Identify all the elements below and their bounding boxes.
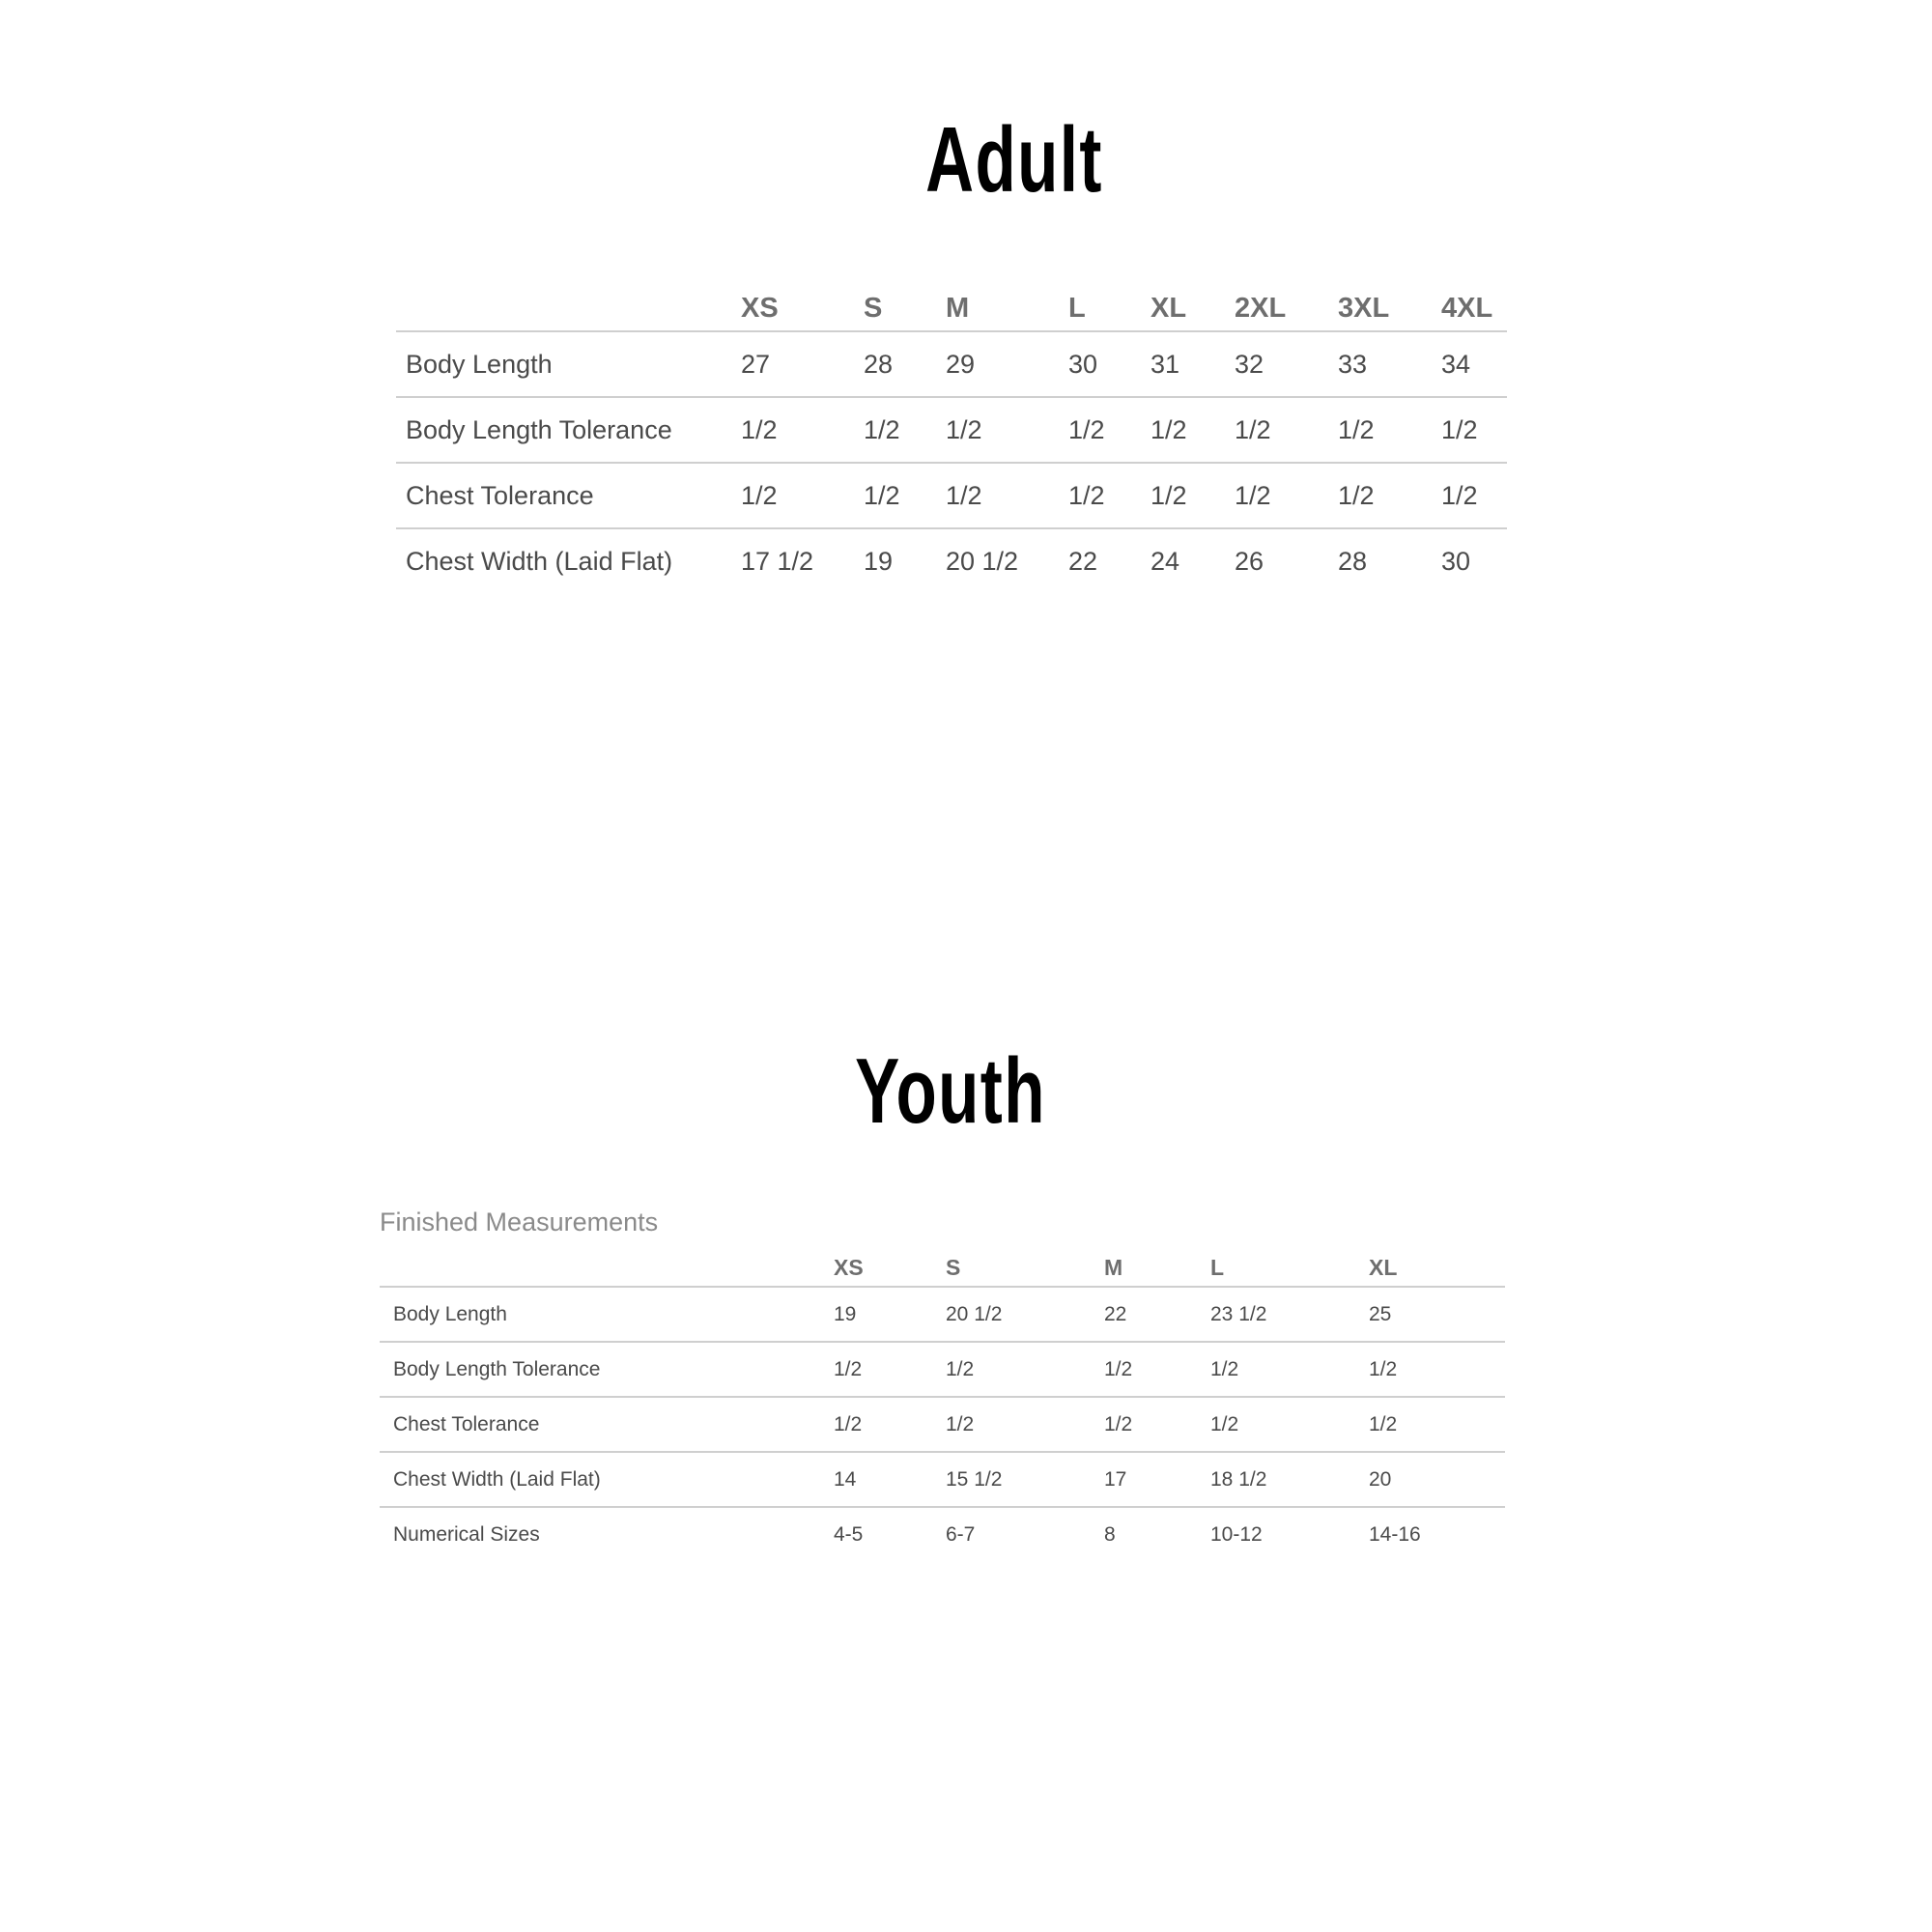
table-cell: 27 bbox=[741, 331, 864, 397]
table-cell: 1/2 bbox=[741, 397, 864, 463]
youth-header-xs: XS bbox=[834, 1246, 946, 1287]
table-cell: 1/2 bbox=[946, 463, 1068, 528]
row-label: Body Length bbox=[396, 331, 741, 397]
youth-header-s: S bbox=[946, 1246, 1104, 1287]
table-cell: 20 1/2 bbox=[946, 1287, 1104, 1342]
table-cell: 28 bbox=[1338, 546, 1368, 576]
table-row bbox=[380, 1397, 1505, 1452]
table-cell: 1/2 bbox=[1338, 397, 1441, 463]
adult-header-l: L bbox=[1068, 280, 1151, 331]
youth-size-table bbox=[380, 1246, 1505, 1561]
row-label: Chest Tolerance bbox=[380, 1397, 834, 1452]
table-cell: 1/2 bbox=[1369, 1342, 1505, 1397]
table-cell: 31 bbox=[1151, 331, 1235, 397]
table-cell: 19 bbox=[834, 1287, 946, 1342]
table-cell: 1/2 bbox=[1104, 1397, 1210, 1452]
adult-header-corner bbox=[396, 280, 741, 331]
youth-title-text: Youth bbox=[855, 1039, 1046, 1143]
table-cell: 1/2 bbox=[864, 397, 946, 463]
table-cell: 28 bbox=[864, 331, 946, 397]
table-cell: 25 bbox=[1369, 1287, 1505, 1342]
row-label: Chest Width (Laid Flat) bbox=[406, 546, 673, 576]
table-cell: 1/2 bbox=[1068, 463, 1151, 528]
table-cell: 1/2 bbox=[1068, 397, 1151, 463]
table-cell: 1/2 bbox=[1441, 463, 1507, 528]
table-cell: 1/2 bbox=[1441, 397, 1507, 463]
table-cell: 10-12 bbox=[1210, 1522, 1263, 1546]
table-cell: 1/2 bbox=[1235, 397, 1338, 463]
row-label: Chest Tolerance bbox=[396, 463, 741, 528]
row-label: Body Length Tolerance bbox=[396, 397, 741, 463]
table-cell: 1/2 bbox=[1338, 463, 1441, 528]
table-cell: 8 bbox=[1104, 1522, 1116, 1546]
table-row bbox=[380, 1342, 1505, 1397]
table-cell: 1/2 bbox=[946, 1342, 1104, 1397]
adult-header-xs: XS bbox=[741, 280, 864, 331]
table-row bbox=[396, 397, 1507, 463]
table-cell: 17 bbox=[1104, 1452, 1210, 1507]
table-cell: 30 bbox=[1441, 546, 1471, 576]
table-cell: 32 bbox=[1235, 331, 1338, 397]
table-cell: 22 bbox=[1068, 546, 1098, 576]
table-cell: 22 bbox=[1104, 1287, 1210, 1342]
row-label: Numerical Sizes bbox=[393, 1522, 540, 1546]
adult-header-row bbox=[396, 280, 1507, 331]
youth-table-subtitle: Finished Measurements bbox=[380, 1208, 659, 1236]
row-label: Body Length Tolerance bbox=[380, 1342, 834, 1397]
table-row bbox=[396, 331, 1507, 397]
table-cell: 34 bbox=[1441, 331, 1507, 397]
table-cell: 6-7 bbox=[946, 1522, 976, 1546]
table-cell: 18 1/2 bbox=[1210, 1452, 1369, 1507]
youth-header-m: M bbox=[1104, 1246, 1210, 1287]
row-label: Body Length bbox=[380, 1287, 834, 1342]
table-cell: 1/2 bbox=[1151, 463, 1235, 528]
table-cell: 17 1/2 bbox=[741, 546, 814, 576]
table-row bbox=[380, 1452, 1505, 1507]
table-cell: 19 bbox=[864, 546, 894, 576]
table-cell: 14-16 bbox=[1369, 1522, 1421, 1546]
table-cell: 1/2 bbox=[741, 463, 864, 528]
table-cell: 24 bbox=[1151, 546, 1180, 576]
table-row bbox=[396, 463, 1507, 528]
table-cell: 1/2 bbox=[834, 1397, 946, 1452]
table-cell: 26 bbox=[1235, 546, 1264, 576]
adult-header-s: S bbox=[864, 280, 946, 331]
table-cell: 23 1/2 bbox=[1210, 1287, 1369, 1342]
table-cell: 33 bbox=[1338, 331, 1441, 397]
table-row bbox=[380, 1287, 1505, 1342]
adult-header-2xl: 2XL bbox=[1235, 280, 1338, 331]
adult-header-xl: XL bbox=[1151, 280, 1235, 331]
table-cell: 4-5 bbox=[834, 1522, 864, 1546]
table-cell: 15 1/2 bbox=[946, 1452, 1104, 1507]
adult-header-m: M bbox=[946, 280, 1068, 331]
table-cell: 30 bbox=[1068, 331, 1151, 397]
table-cell: 1/2 bbox=[1210, 1397, 1369, 1452]
table-cell: 1/2 bbox=[1151, 397, 1235, 463]
adult-header-4xl: 4XL bbox=[1441, 280, 1507, 331]
table-cell: 1/2 bbox=[834, 1342, 946, 1397]
table-cell: 1/2 bbox=[946, 1397, 1104, 1452]
youth-header-xl: XL bbox=[1369, 1246, 1505, 1287]
table-cell: 1/2 bbox=[1104, 1342, 1210, 1397]
table-cell: 1/2 bbox=[1369, 1397, 1505, 1452]
adult-header-3xl: 3XL bbox=[1338, 280, 1441, 331]
youth-header-corner bbox=[380, 1246, 834, 1287]
youth-header-row bbox=[380, 1246, 1505, 1287]
table-row bbox=[380, 1507, 1505, 1561]
table-cell: 20 bbox=[1369, 1452, 1505, 1507]
table-cell: 1/2 bbox=[946, 397, 1068, 463]
table-cell: 14 bbox=[834, 1452, 946, 1507]
table-cell: 29 bbox=[946, 331, 1068, 397]
table-cell: 1/2 bbox=[1210, 1342, 1369, 1397]
table-cell: 1/2 bbox=[1235, 463, 1338, 528]
row-label: Chest Width (Laid Flat) bbox=[380, 1452, 834, 1507]
youth-header-l: L bbox=[1210, 1246, 1369, 1287]
adult-title-text: Adult bbox=[925, 108, 1103, 212]
table-cell: 1/2 bbox=[864, 463, 946, 528]
table-cell: 20 1/2 bbox=[946, 546, 1019, 576]
adult-size-table bbox=[396, 280, 1507, 593]
table-row bbox=[396, 528, 1507, 593]
